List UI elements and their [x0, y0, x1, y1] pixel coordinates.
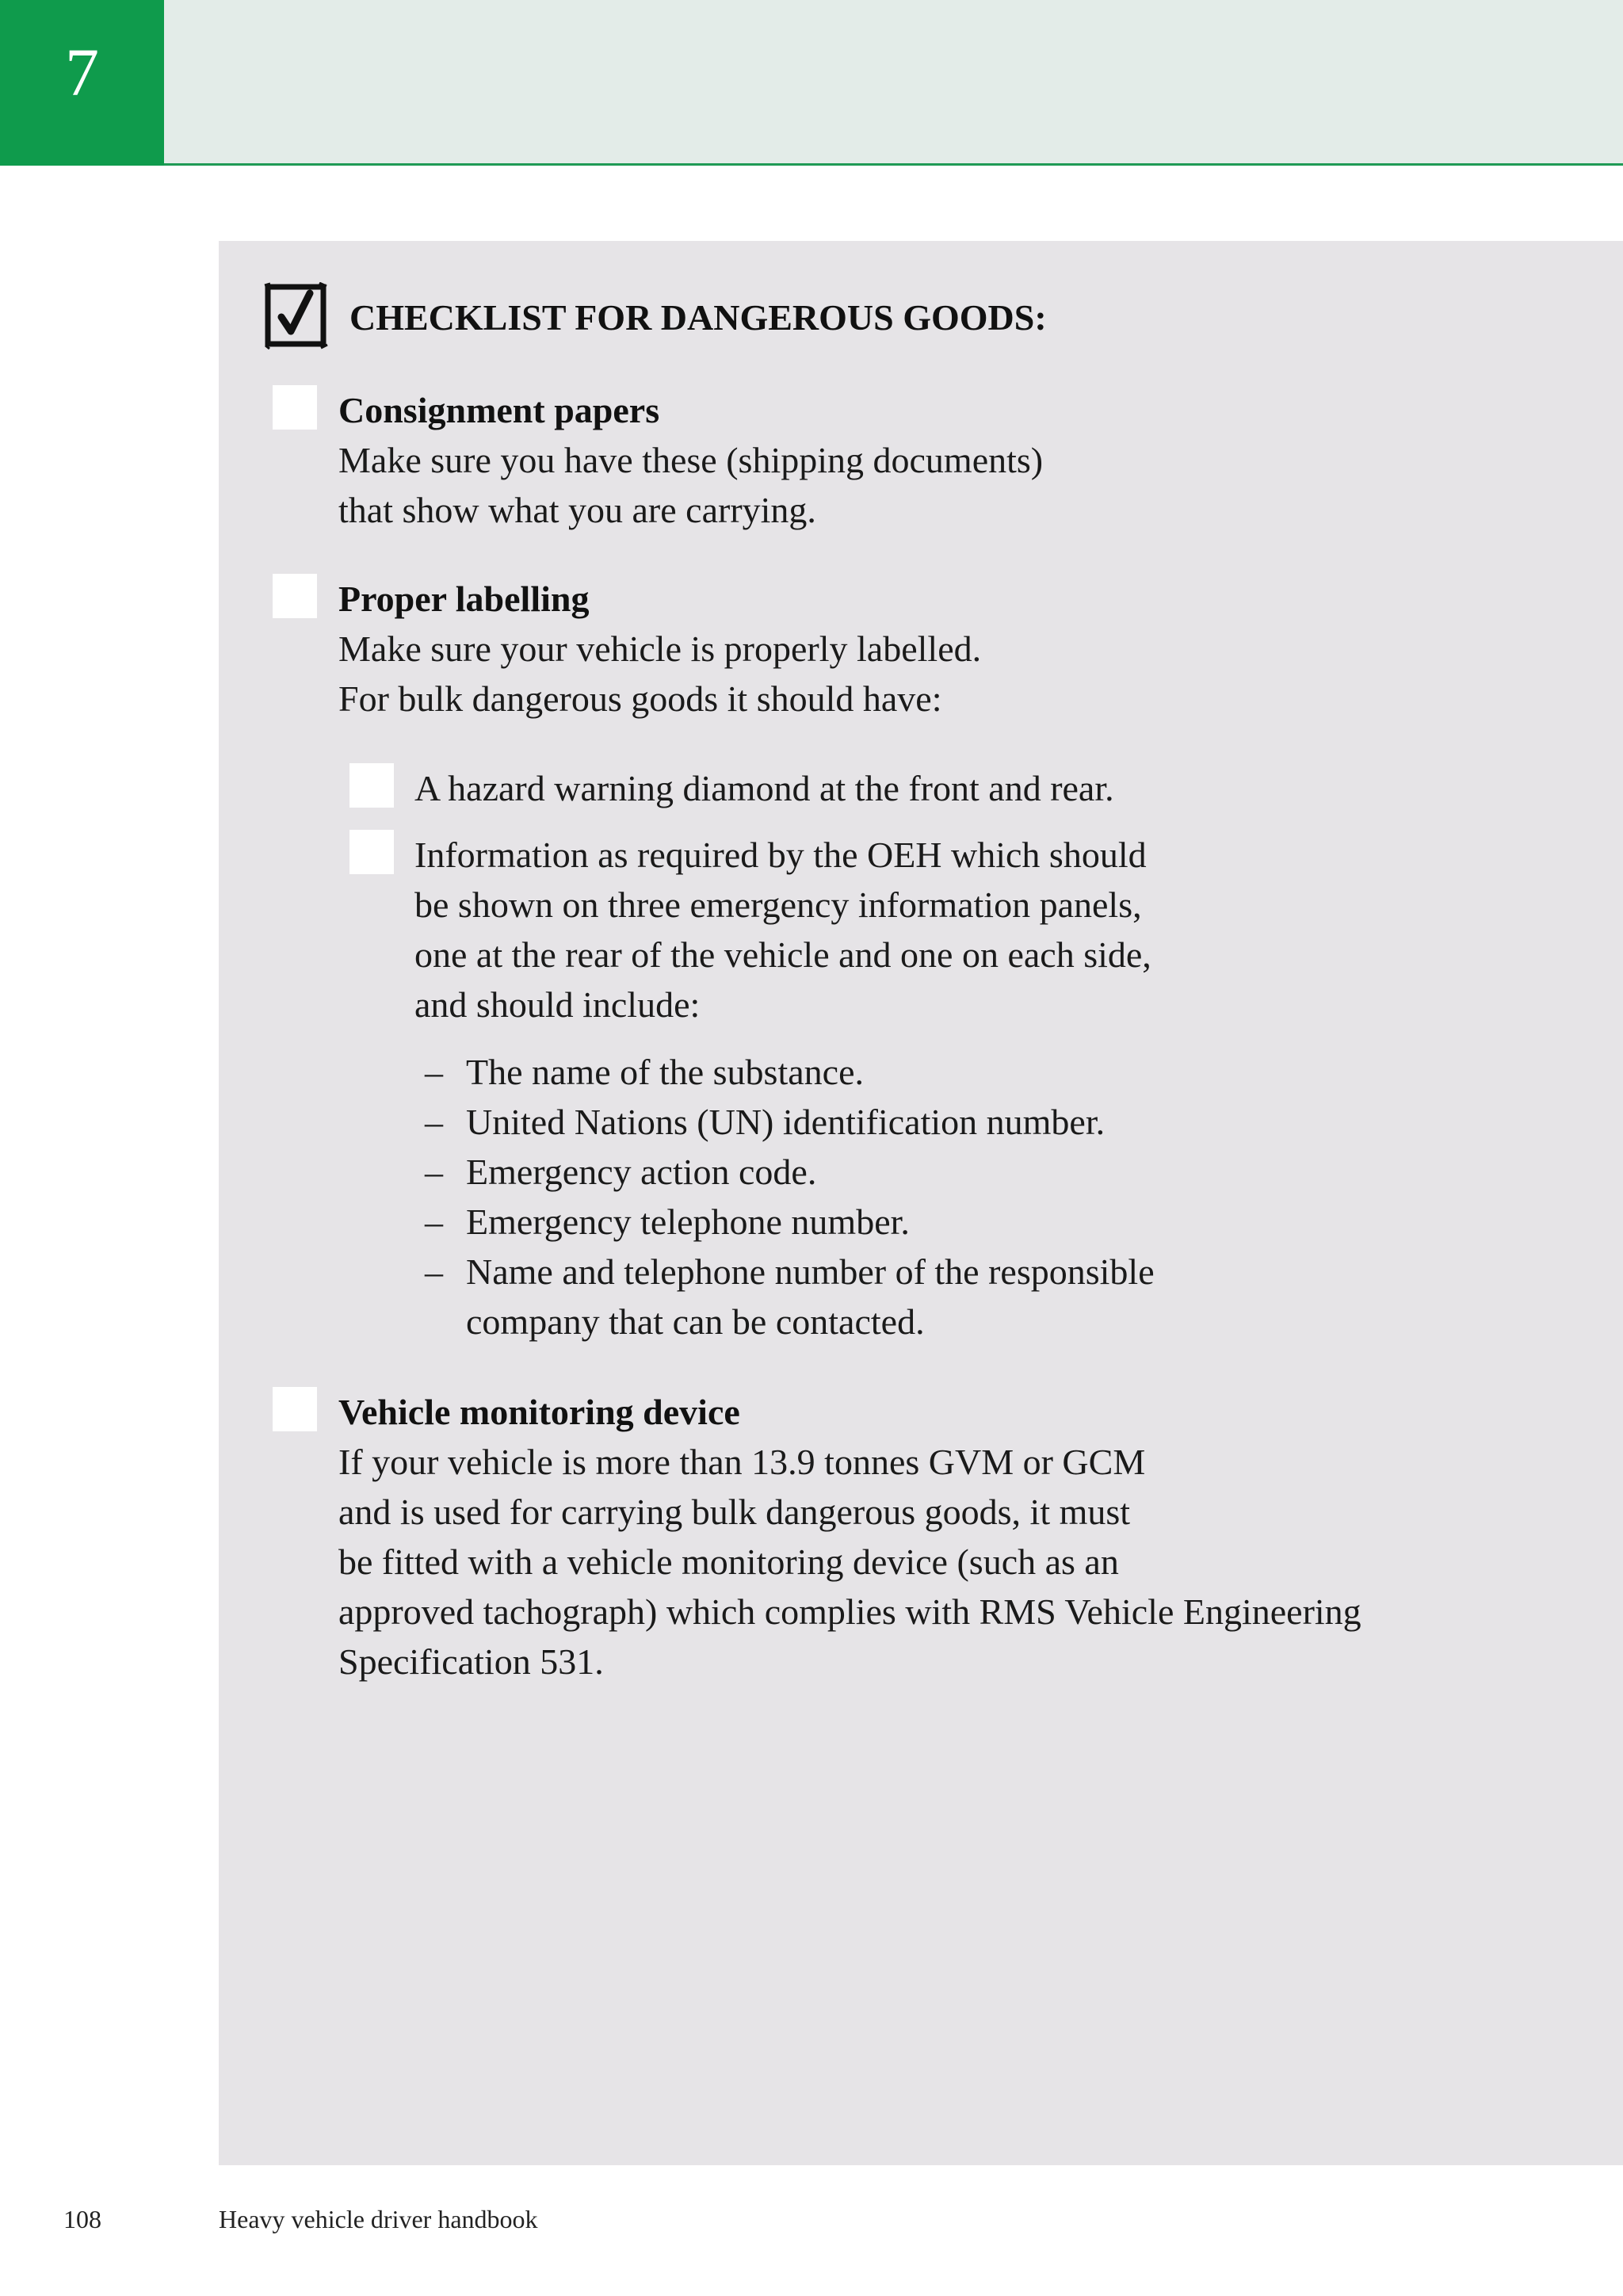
proper-labelling-checkbox[interactable]: [273, 574, 317, 618]
header-bar: [0, 0, 1623, 166]
text-line: Information as required by the OEH which should: [414, 835, 1147, 875]
vehicle-monitoring-title: Vehicle monitoring device: [338, 1392, 740, 1432]
book-title: Heavy vehicle driver handbook: [219, 2205, 538, 2233]
list-item: [425, 1247, 1155, 1347]
text-line: be fitted with a vehicle monitoring device (such as an: [338, 1541, 1119, 1582]
checklist-title: CHECKLIST FOR DANGEROUS GOODS:: [349, 297, 1047, 338]
text-line: For bulk dangerous goods it should have:: [338, 678, 942, 719]
hazard-diamond-checkbox[interactable]: [349, 763, 394, 808]
dash-bullet: –: [425, 1052, 443, 1092]
page-number: 108: [63, 2205, 101, 2233]
vehicle-monitoring-text: [338, 1437, 1361, 1687]
chapter-number: 7: [65, 34, 99, 110]
dash-bullet: –: [425, 1152, 443, 1192]
proper-labelling-title: Proper labelling: [338, 579, 590, 619]
checked-box-icon: [264, 282, 329, 350]
text-line: Emergency telephone number.: [466, 1201, 910, 1242]
information-panels-text: [414, 830, 1151, 1030]
information-panels-checkbox[interactable]: [349, 830, 394, 874]
text-line: Emergency action code.: [466, 1152, 817, 1192]
dash-bullet: –: [425, 1102, 443, 1142]
consignment-papers-text: [338, 435, 1043, 535]
text-line: Make sure your vehicle is properly labelled.: [338, 628, 982, 669]
required-information-list: [425, 1047, 1155, 1347]
chapter-tab: [0, 0, 164, 166]
dash-bullet: –: [425, 1201, 443, 1242]
list-item: [425, 1097, 1155, 1147]
text-line: that show what you are carrying.: [338, 490, 816, 530]
dash-bullet: –: [425, 1251, 443, 1292]
text-line: one at the rear of the vehicle and one on each side,: [414, 934, 1151, 975]
text-line: United Nations (UN) identification number.: [466, 1102, 1106, 1142]
proper-labelling-text: [338, 624, 981, 724]
list-item: [425, 1047, 1155, 1097]
vehicle-monitoring-checkbox[interactable]: [273, 1387, 317, 1431]
text-line: and is used for carrying bulk dangerous goods, it must: [338, 1492, 1131, 1532]
text-line: company that can be contacted.: [466, 1301, 925, 1342]
text-line: Specification 531.: [338, 1641, 604, 1682]
list-item: [425, 1197, 1155, 1247]
consignment-papers-title: Consignment papers: [338, 390, 660, 430]
text-line: Name and telephone number of the responsible: [466, 1251, 1155, 1292]
text-line: be shown on three emergency information panels,: [414, 884, 1142, 925]
consignment-papers-checkbox[interactable]: [273, 385, 317, 430]
text-line: The name of the substance.: [466, 1052, 864, 1092]
text-line: A hazard warning diamond at the front and rear.: [414, 768, 1114, 808]
list-item: [425, 1147, 1155, 1197]
text-line: approved tachograph) which complies with RMS Vehicle Engineering: [338, 1591, 1361, 1632]
text-line: and should include:: [414, 984, 701, 1025]
hazard-diamond-text: [414, 763, 1114, 813]
text-line: Make sure you have these (shipping documents): [338, 440, 1044, 480]
text-line: If your vehicle is more than 13.9 tonnes GVM or GCM: [338, 1442, 1146, 1482]
